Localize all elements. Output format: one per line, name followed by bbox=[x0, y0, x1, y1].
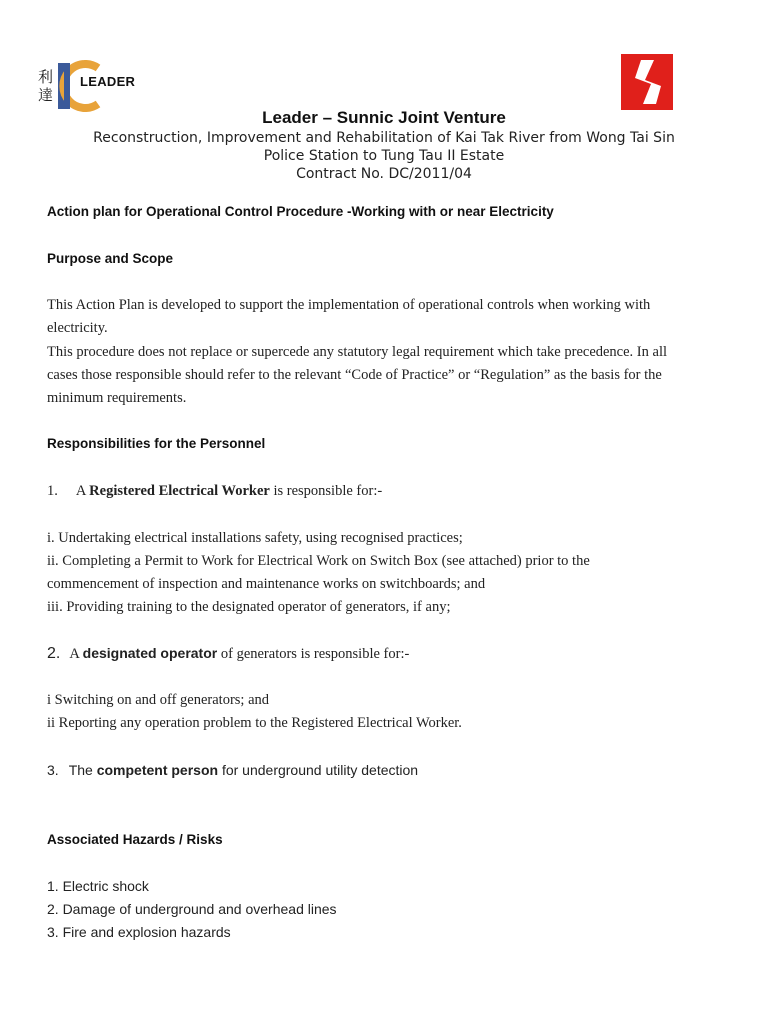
hazards-heading: Associated Hazards / Risks bbox=[47, 832, 223, 847]
purpose-paragraph-2-line-3: minimum requirements. bbox=[47, 390, 187, 406]
leader-logo bbox=[38, 60, 148, 114]
leader-wordmark: LEADER bbox=[80, 74, 136, 89]
purpose-paragraph-2-line-1: This procedure does not replace or supercede any statutory legal requirement which take precedence. In all bbox=[47, 344, 668, 360]
leader-cjk-char-2: 達 bbox=[38, 86, 54, 104]
item-1-sub-iii: iii. Providing training to the designated operator of generators, if any; bbox=[47, 599, 451, 615]
leader-cjk-char-1: 利 bbox=[38, 68, 54, 86]
item-1-sub-ii-line-1: ii. Completing a Permit to Work for Electrical Work on Switch Box (see attached) prior to the bbox=[47, 553, 590, 569]
item-text-pre: The bbox=[68, 762, 97, 778]
item-number: 2. bbox=[47, 645, 61, 662]
item-number: 1. bbox=[47, 483, 58, 499]
item-1-sub-i: i. Undertaking electrical installations safety, using recognised practices; bbox=[47, 530, 463, 546]
project-title-line-2: Police Station to Tung Tau II Estate bbox=[263, 148, 505, 164]
responsibility-item-2 bbox=[47, 645, 409, 663]
item-1-sub-ii-line-2: commencement of inspection and maintenance works on switchboards; and bbox=[47, 576, 486, 592]
leader-cjk-text bbox=[38, 68, 56, 104]
item-2-sub-i: i Switching on and off generators; and bbox=[47, 692, 270, 708]
sunnic-logo-icon bbox=[621, 54, 673, 110]
purpose-paragraph-2-line-2: cases those responsible should refer to the relevant “Code of Practice” or “Regulation” as the basis for the bbox=[47, 367, 662, 383]
purpose-heading: Purpose and Scope bbox=[47, 251, 174, 266]
item-text-post: for underground utility detection bbox=[218, 762, 419, 778]
hazard-item: 2. Damage of underground and overhead lines bbox=[47, 901, 337, 917]
item-number: 3. bbox=[47, 762, 59, 778]
role-designated-operator: designated operator bbox=[82, 645, 218, 661]
hazard-item: 1. Electric shock bbox=[47, 878, 149, 894]
item-text-post: is responsible for:- bbox=[269, 483, 383, 499]
item-text-pre: A bbox=[69, 646, 83, 662]
action-plan-title: Action plan for Operational Control Procedure -Working with or near Electricity bbox=[47, 204, 554, 219]
role-competent-person: competent person bbox=[96, 762, 219, 778]
purpose-paragraph-1-line-1: This Action Plan is developed to support the implementation of operational controls when working with bbox=[47, 297, 651, 313]
role-registered-electrical-worker: Registered Electrical Worker bbox=[89, 483, 270, 499]
hazard-item: 3. Fire and explosion hazards bbox=[47, 924, 231, 940]
responsibility-item-1 bbox=[47, 483, 382, 500]
responsibility-item-3 bbox=[47, 762, 418, 778]
project-title-line-1: Reconstruction, Improvement and Rehabilitation of Kai Tak River from Wong Tai Sin bbox=[93, 130, 675, 146]
joint-venture-title: Leader – Sunnic Joint Venture bbox=[262, 108, 506, 127]
item-2-sub-ii: ii Reporting any operation problem to the Registered Electrical Worker. bbox=[47, 715, 462, 731]
item-text-post: of generators is responsible for:- bbox=[217, 646, 410, 662]
responsibilities-heading: Responsibilities for the Personnel bbox=[47, 436, 266, 451]
purpose-paragraph-1-line-2: electricity. bbox=[47, 320, 108, 336]
item-text-pre: A bbox=[75, 483, 90, 499]
contract-number: Contract No. DC/2011/04 bbox=[296, 166, 472, 182]
